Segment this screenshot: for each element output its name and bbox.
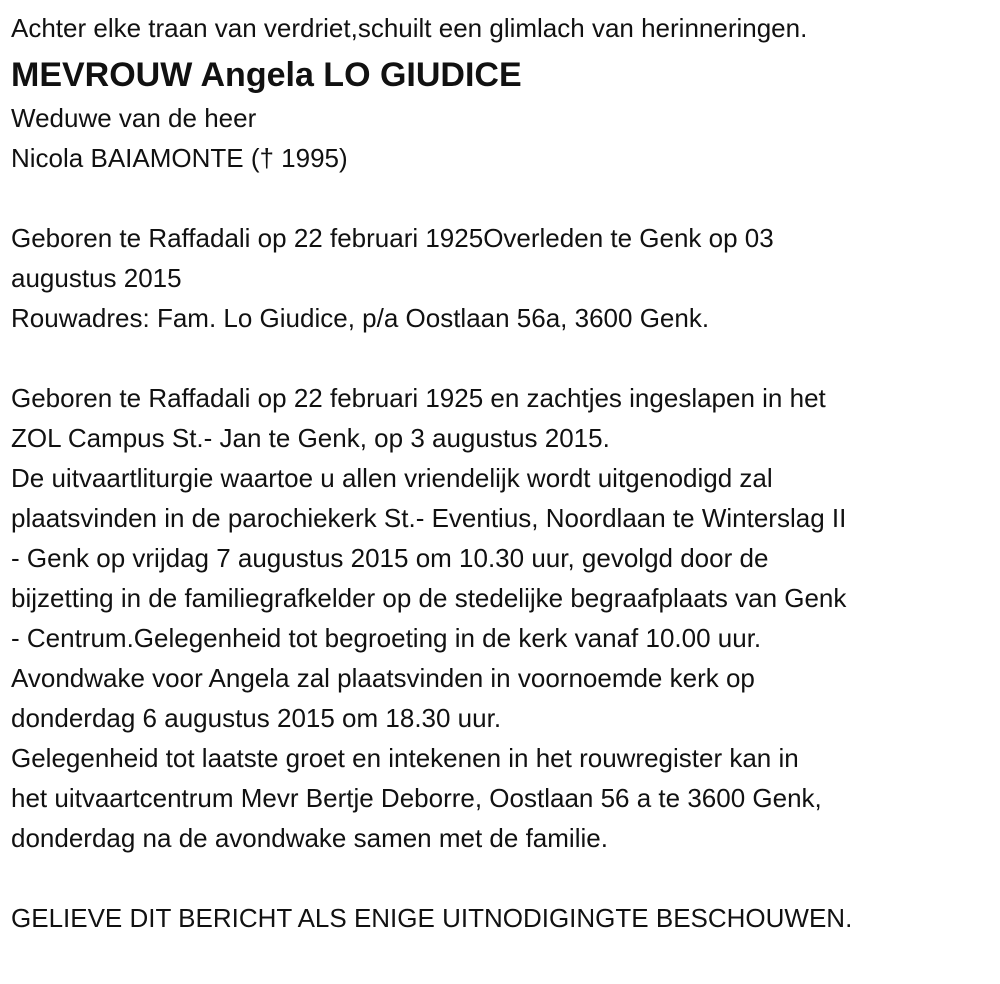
spacer [11,858,852,898]
widow-line: Nicola BAIAMONTE († 1995) [11,143,348,173]
death-notice [11,8,852,938]
body-line: - Genk op vrijdag 7 augustus 2015 om 10.30 uur, gevolgd door de [11,543,769,573]
closing-note: GELIEVE DIT BERICHT ALS ENIGE UITNODIGINGTE BESCHOUWEN. [11,903,853,933]
mourning-address: Rouwadres: Fam. Lo Giudice, p/a Oostlaan 56a, 3600 Genk. [11,303,710,333]
motto: Achter elke traan van verdriet,schuilt een glimlach van herinneringen. [11,13,808,43]
body-line: het uitvaartcentrum Mevr Bertje Deborre, Oostlaan 56 a te 3600 Genk, [11,783,822,813]
body-line: - Centrum.Gelegenheid tot begroeting in de kerk vanaf 10.00 uur. [11,623,762,653]
summary-line: augustus 2015 [11,263,182,293]
spacer [11,338,852,378]
body-line: De uitvaartliturgie waartoe u allen vriendelijk wordt uitgenodigd zal [11,463,773,493]
deceased-name: MEVROUW Angela LO GIUDICE [11,56,522,94]
body-line: donderdag 6 augustus 2015 om 18.30 uur. [11,703,502,733]
body-line: donderdag na de avondwake samen met de familie. [11,823,608,853]
body-line: Gelegenheid tot laatste groet en intekenen in het rouwregister kan in [11,743,799,773]
widow-line: Weduwe van de heer [11,103,257,133]
body-line: Avondwake voor Angela zal plaatsvinden in voornoemde kerk op [11,663,755,693]
body-line: bijzetting in de familiegrafkelder op de stedelijke begraafplaats van Genk [11,583,847,613]
body-line: Geboren te Raffadali op 22 februari 1925 en zachtjes ingeslapen in het [11,383,826,413]
summary-line: Geboren te Raffadali op 22 februari 1925Overleden te Genk op 03 [11,223,774,253]
body-line: plaatsvinden in de parochiekerk St.- Eventius, Noordlaan te Winterslag II [11,503,847,533]
body-line: ZOL Campus St.- Jan te Genk, op 3 augustus 2015. [11,423,610,453]
spacer [11,178,852,218]
